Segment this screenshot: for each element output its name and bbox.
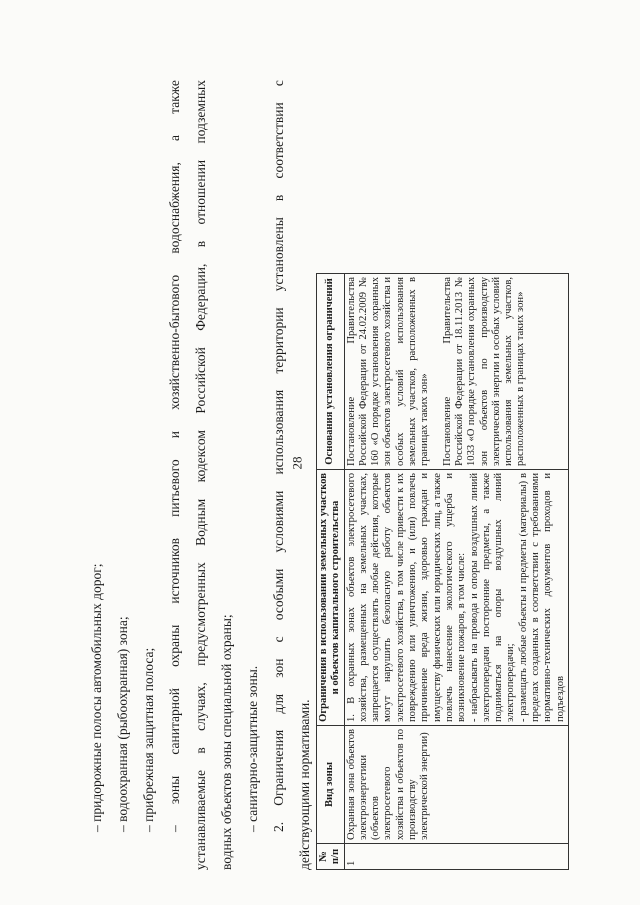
word: зон [271,658,286,678]
list-item-roadside: – придорожные полосы автомобильных дорог; [89,563,104,832]
word: подземных [193,80,208,144]
header-zone: Вид зоны [317,726,345,844]
word: – [167,825,182,832]
word: 2. [271,821,286,832]
restriction-item: - размещать любые объекты и предметы (материалы) в пределах созданных в соответствии с требованиями нормативно-технических документов проходов и подъездов [517,473,566,722]
list-item-sanitary-line2 [188,80,214,870]
word: использования [271,389,286,475]
cell-restrictions [344,470,568,726]
table-row [344,274,568,870]
word: соответствии [271,102,286,179]
page-number: 28 [289,456,305,470]
word: в [193,240,208,248]
word: устанавливаемые [193,770,208,870]
cell-zone: Охранная зона объектов электроэнергетики (объектов электросетевого хозяйства и объектов по производству электрической энергии) [344,726,568,844]
basis-item: Постановление Правительства Российской Федерации от 18.11.2013 № 1033 «О порядке установления охранных зон объектов по производству электрической энергии и особых условий использования земельных участков, расположенных в границах таких зон» [441,277,527,466]
header-restrictions: Ограничения в использовании земельных участков и объектов капитального строительства [317,470,345,726]
word: предусмотренных [193,562,208,666]
restriction-item: 1. В охранных зонах объектов электросетевого хозяйства, размещенных на земельных участках, запрещается осуществлять любые действия, которые могут нарушить безопасную работу объектов электросетевого хозяйства, в том числе привести к их повреждению или уничтожению, и (или) повлечь причинение вреда жизни, здоровью граждан и имуществу физических или юридических лиц, а также повлечь нанесение экологического ущерба и возникновение пожаров, в том числе: [345,473,468,722]
word: источников [167,537,182,604]
list-item-sanitary-protection: – санитарно-защитные зоны. [245,665,260,832]
word: с [271,636,286,643]
list-item-water-protection: – водоохранная (рыбоохранная) зона; [115,616,130,832]
rotated-content [84,40,640,870]
word: и [167,430,182,439]
word: территории [271,307,286,374]
word: случаях, [193,682,208,731]
word: санитарной [167,688,182,755]
cell-basis [344,274,568,470]
header-num: № п/п [317,844,345,870]
cell-num: 1 [344,844,568,870]
word: Федерации, [193,263,208,331]
list-item-sanitary-line1 [162,80,188,870]
word: водоснабжения, [167,162,182,254]
word: также [167,80,182,114]
word: питьевого [167,459,182,517]
word: охраны [167,624,182,667]
paragraph-2-line2: действующими нормативами. [297,699,312,870]
paragraph-2-line1 [266,80,292,870]
word: с [271,80,286,87]
word: условиями [271,490,286,553]
word: кодексом [193,430,208,483]
restriction-item: - набрасывать на провода и опоры воздушных линий электропередачи посторонние предметы, а также подниматься на опоры воздушных линий электропередачи; [468,473,517,722]
word: установлены [271,217,286,292]
word: для [271,693,286,714]
header-basis: Основания установления ограничений [317,274,345,470]
word: Водным [193,498,208,546]
list-item-sanitary-line3: водных объектов зоны специальной охраны; [219,614,234,870]
word: отношении [193,159,208,225]
table-header-row [317,274,345,870]
word: в [193,747,208,754]
text-block [84,80,318,870]
word: особыми [271,568,286,621]
word: а [167,135,182,142]
word: зоны [167,775,182,805]
word: в [271,194,286,202]
basis-item: Постановление Правительства Российской Федерации от 24.02.2009 № 160 «О порядке установления охранных зон объектов электросетевого хозяйства и особых условий использования земельных участков, расположенных в границах таких зон» [345,276,431,466]
restrictions-table [316,273,569,870]
list-item-coastal-strip: – прибрежная защитная полоса; [141,647,156,832]
word: хозяйственно-бытового [167,274,182,410]
word: Ограничения [271,729,286,806]
word: Российской [193,347,208,414]
